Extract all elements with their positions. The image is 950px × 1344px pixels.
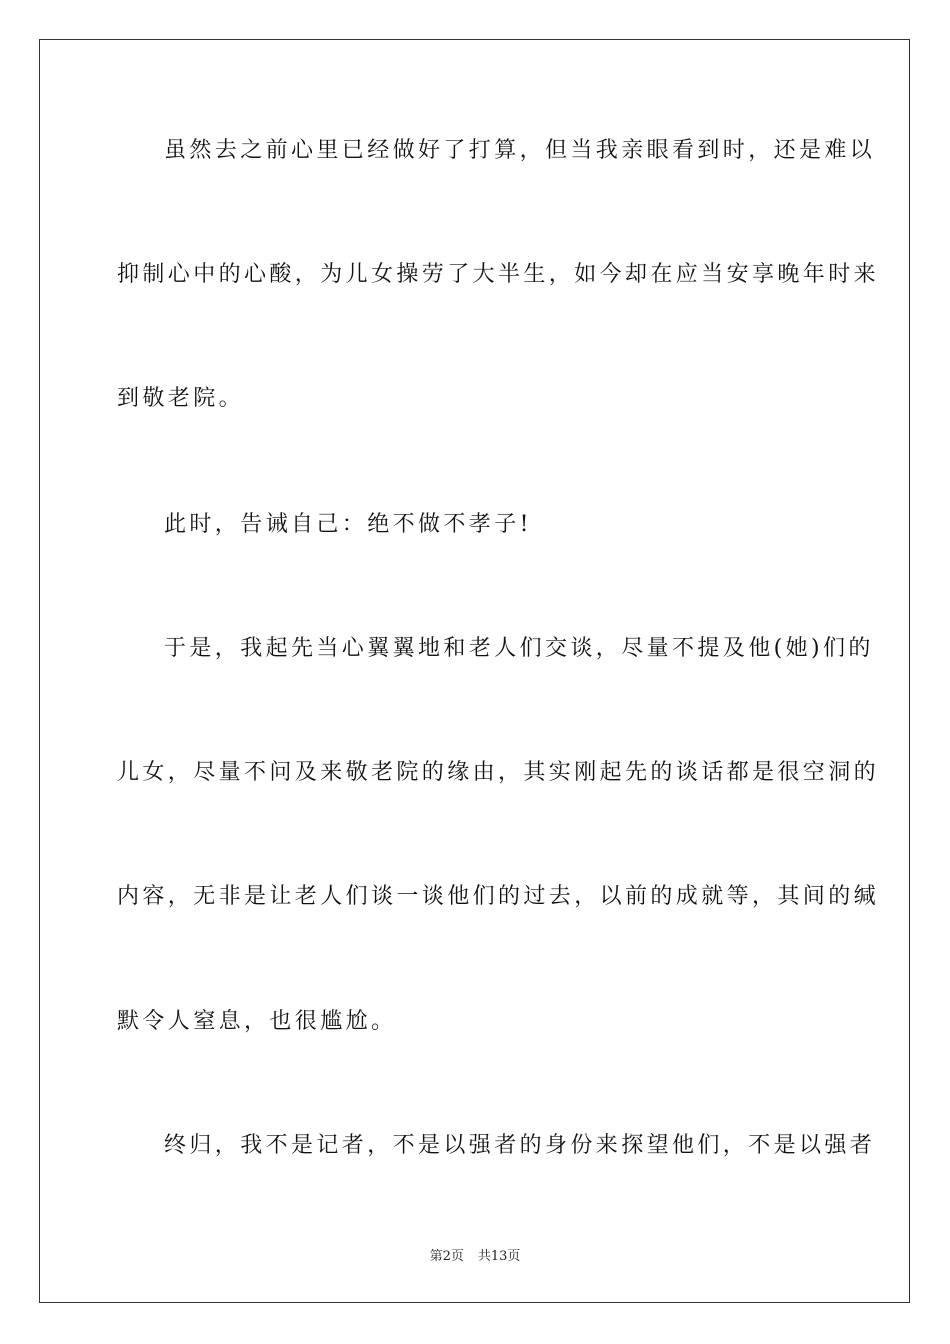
page-number: 第2页 [429, 1249, 464, 1264]
paragraph-line: 于是，我起先当心翼翼地和老人们交谈，尽量不提及他(她)们的 [164, 636, 874, 661]
paragraph-line: 终归，我不是记者，不是以强者的身份来探望他们，不是以强者 [164, 1133, 876, 1158]
total-pages: 共13页 [477, 1249, 521, 1264]
paragraph-line: 内容，无非是让老人们谈一谈他们的过去，以前的成就等，其间的缄 [117, 884, 880, 909]
paragraph-line: 儿女，尽量不问及来敬老院的缘由，其实刚起先的谈话都是很空洞的 [117, 760, 880, 785]
paragraph-line: 虽然去之前心里已经做好了打算，但当我亲眼看到时，还是难以 [164, 138, 876, 163]
paragraph-line: 抑制心中的心酸，为儿女操劳了大半生，如今却在应当安享晚年时来 [117, 262, 880, 287]
paragraph-line: 此时，告诫自己：绝不做不孝子! [164, 512, 532, 537]
paragraph-line: 默令人窒息，也很尴尬。 [117, 1009, 397, 1034]
paragraph-line: 到敬老院。 [117, 386, 245, 411]
page-footer [0, 1248, 950, 1266]
page-frame [39, 39, 910, 1303]
